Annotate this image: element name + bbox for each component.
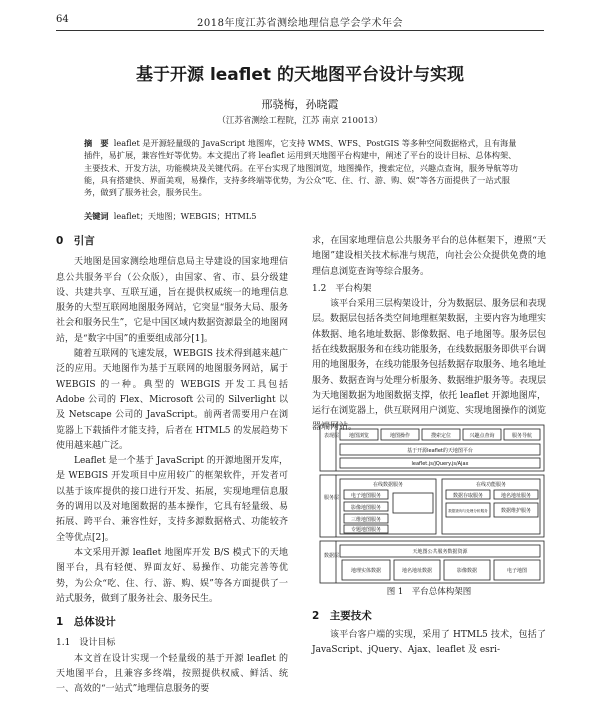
paragraph: 该平台采用三层构架设计，分为数据层、服务层和表现层。数据层包括各类空间地理框架数据，主要内容为地理实体数据、地名地址数据、影像数据、电子地图等。服务层包括在线数据服务和在线功能服务，在线数据服务即供平台调用的地图服务，在线功能服务包括数据存取服务、地名地址服务、数据查询与处理分析服务、数据维护服务等。表现层为天地图数据为地图数据支撑，依托 leaflet 开源地图库，运行在浏览器上，供互联网用户浏览、实现地图操作的浏览器端网站。 bbox=[312, 299, 547, 432]
section-heading-intro: 0 引言 bbox=[56, 235, 95, 247]
section-heading-design: 1 总体设计 bbox=[56, 616, 116, 629]
function-box: 服务导航 bbox=[511, 433, 533, 439]
authors: 邢骁梅，孙晓霞 bbox=[261, 98, 339, 111]
layer-label: 表现层 bbox=[324, 433, 340, 439]
func-service: 地名地址服务 bbox=[500, 493, 532, 499]
abstract-text: leaflet 是开源轻量级的 JavaScript 地图库，它支持 WMS、WFS、PostGIS 等多种空间数据格式，且有海量插件，易扩展，兼容性好等优势。本文提出了将 leaflet 运用到天地图平台构建中，阐述了平台的设计目标、总体构架、主要技术、开发方法，功能模块及关键代码。在平台实现了地图浏览，地图操作，搜索定位，兴趣点查询，服务导航等功能，具有搭建快、界面美观，易操作，支持多终端等优势，为公众“吃、住、行、游、购、娱”等各方面提供了一站式服务，做到了服务社会，服务民生。 bbox=[84, 138, 518, 198]
affiliation: （江苏省测绘工程院，江苏 南京 210013） bbox=[217, 116, 383, 126]
page-number: 64 bbox=[56, 14, 69, 25]
data-service: 三维地图服务 bbox=[350, 517, 382, 523]
paragraph: 随着互联网的飞速发展，WEBGIS 技术得到越来越广泛的应用。天地图作为基于互联网的地图服务网站，属于 WEBGIS 的一种。典型的 WEBGIS 开发工具包括 Adobe 公司的 Flex、Microsoft 公司的 Silverlight 以及 Netscape 公司的 JavaScript。前两者需要用户在浏览器上下载插件才能支持，后者在 HTML5 的发展趋势下使用越来越广泛。 bbox=[56, 349, 288, 451]
func-service: 数据维护服务 bbox=[500, 508, 532, 514]
data-item: 电子地图 bbox=[506, 568, 528, 574]
data-item: 地名地址数据 bbox=[401, 568, 433, 574]
abstract bbox=[84, 137, 520, 198]
data-item: 地理实体数据 bbox=[350, 568, 382, 574]
layer-label: 数据层 bbox=[324, 553, 340, 559]
subsection-heading: 1.1 设计目标 bbox=[56, 638, 116, 649]
paragraph: Leaflet 是一个基于 JavaScript 的开源地图开发库，是 WEBGIS 开发项目中应用较广的框架软件，开发者可以基于该库提供的接口进行开发、拓展，实现地理信息服务的调用以及对地图数据的基本操作，它具有轻量级、易拓展、跨平台、兼容性好，支持多源数据格式、功能较齐全等优点[2]。 bbox=[56, 456, 288, 543]
function-box: 地图浏览 bbox=[348, 433, 370, 439]
data-item: 影像数据 bbox=[456, 568, 478, 574]
data-service: 影像地图服务 bbox=[350, 505, 382, 511]
section-heading-tech: 2 主要技术 bbox=[312, 610, 372, 622]
paper-title: 基于开源 leaflet 的天地图平台设计与实现 bbox=[136, 65, 464, 85]
function-box: 搜索定位 bbox=[430, 433, 452, 439]
left-column bbox=[56, 234, 288, 698]
keywords-label: 关键词 bbox=[84, 211, 109, 221]
paragraph: 该平台客户端的实现，采用了 HTML5 技术，包括了 JavaScript、jQuery、Ajax、leaflet 及 esri- bbox=[312, 630, 546, 656]
function-box: 兴趣点查询 bbox=[469, 433, 495, 439]
paragraph: 本文首在设计实现一个轻量级的基于开源 leaflet 的天地图平台，且兼容多终端，按照提供权威、鲜活、统一、高效的“一站式”地理信息服务的要 bbox=[56, 653, 288, 695]
online-data-title: 在线数据服务 bbox=[372, 482, 404, 488]
library-box: leaflet.js/jQuery.js/Ajax bbox=[411, 461, 469, 467]
layer-label: 服务层 bbox=[324, 495, 340, 501]
data-resource-title: 天地图公共服务数据资源 bbox=[412, 549, 468, 555]
keywords bbox=[84, 211, 520, 222]
online-func-title: 在线功能服务 bbox=[475, 482, 507, 488]
paragraph: 本文采用开源 leaflet 地图库开发 B/S 模式下的天地图平台，具有轻便、界面友好、易操作、功能完善等优势，为公众“吃、住、行、游、购、娱”等各方面提供了一站式服务，做到了服务社会、服务民生。 bbox=[56, 547, 288, 604]
data-service: 电子地图服务 bbox=[350, 493, 382, 499]
function-box: 地图操作 bbox=[389, 433, 411, 439]
right-column-bottom bbox=[312, 628, 546, 659]
app-box: 基于开源leaflet的天地图平台 bbox=[407, 448, 473, 454]
right-column bbox=[312, 234, 546, 435]
paragraph: 求，在国家地理信息公共服务平台的总体框架下，遵照“天地图”建设相关技术标准与规范，向社会公众提供免费的地理信息浏览查询等综合服务。 bbox=[312, 236, 546, 277]
running-title: 2018年度江苏省测绘地理信息学会学术年会 bbox=[197, 18, 403, 29]
data-service: 专题地图服务 bbox=[350, 527, 382, 533]
figure-caption: 图 1 平台总体构架图 bbox=[386, 587, 472, 597]
architecture-figure bbox=[318, 423, 546, 588]
func-service: 数据查询与处理分析服务 bbox=[448, 509, 488, 513]
keywords-text: leaflet；天地图；WEBGIS；HTML5 bbox=[113, 211, 257, 221]
func-service: 数据存取服务 bbox=[452, 493, 484, 499]
running-header bbox=[56, 14, 544, 31]
data-layer-frame bbox=[320, 541, 544, 583]
subsection-heading: 1.2 平台构架 bbox=[312, 283, 372, 294]
abstract-label: 摘 要 bbox=[84, 138, 109, 148]
paragraph: 天地图是国家测绘地理信息局主导建设的国家地理信息公共服务平台（公众版），由国家、省、市、县分级建设、共建共享、互联互通，旨在提供权威统一的地理信息服务的大型互联网地图服务网站，它突显“服务大局、服务社会和服务民生”，它是中国区域内数据资源最全的地图网站，是“数字中国”的重要组成部分[1]。 bbox=[56, 257, 288, 344]
